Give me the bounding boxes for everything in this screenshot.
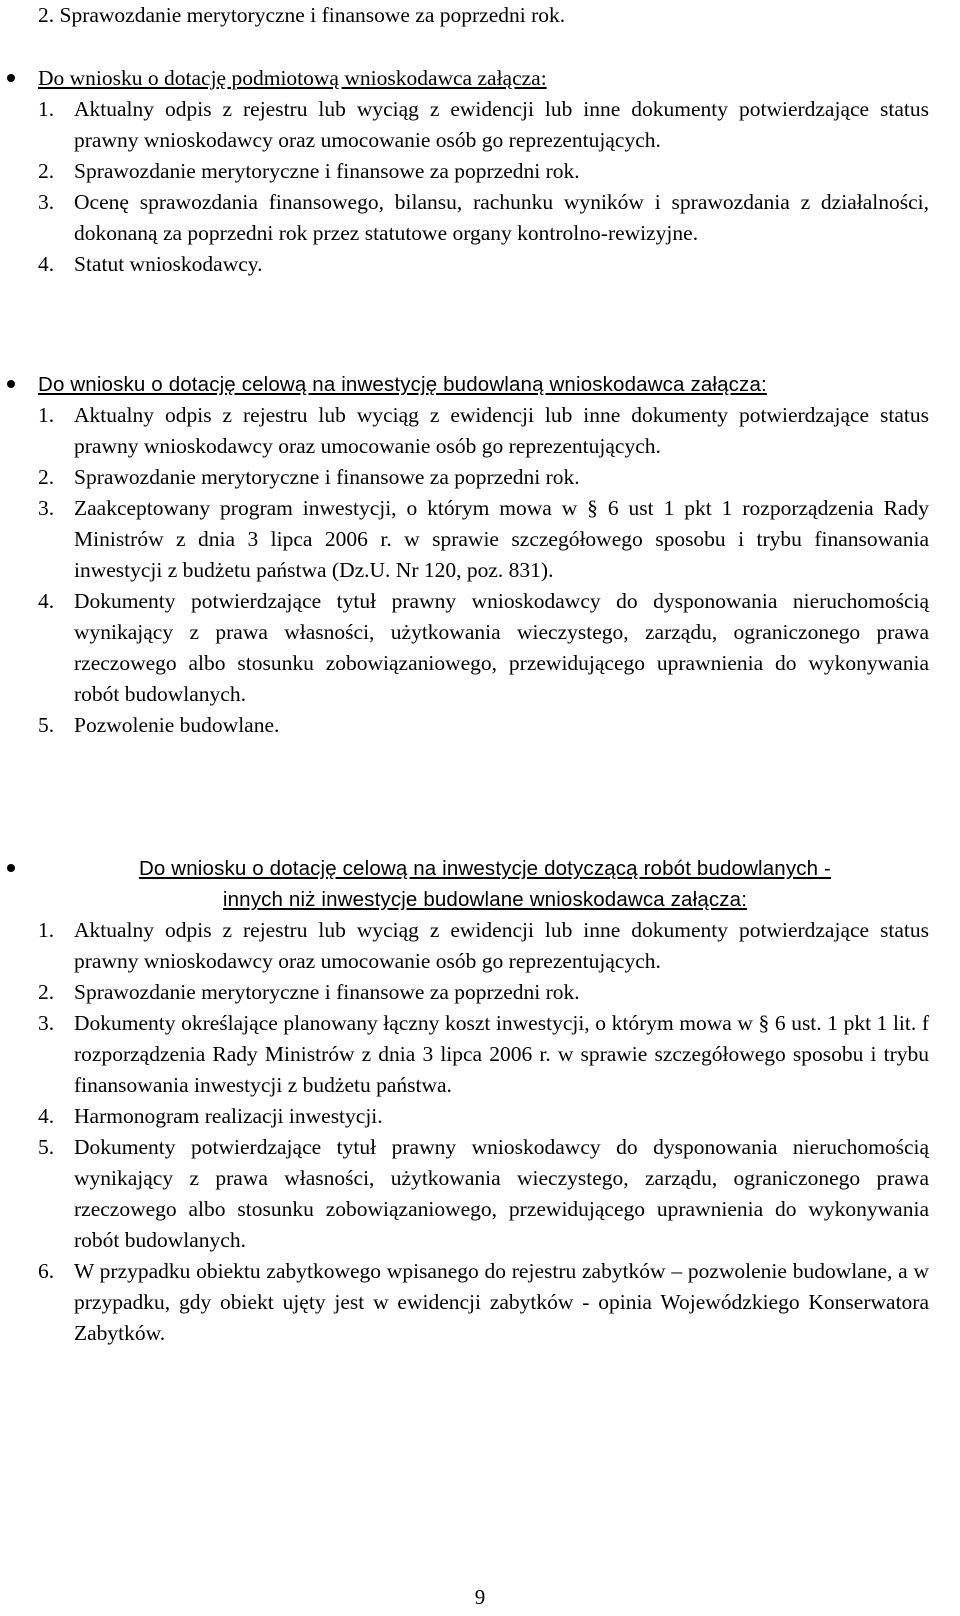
list-item	[0, 1101, 929, 1132]
section-heading	[0, 63, 928, 94]
section-heading-text: Do wniosku o dotację celową na inwestycję budowlaną wnioskodawca załącza:	[38, 373, 767, 396]
item-number: 4.	[38, 589, 55, 613]
list-item	[0, 915, 929, 977]
section-heading-text-line1: Do wniosku o dotację celową na inwestycje dotyczącą robót budowlanych -	[138, 857, 832, 880]
section-podmiotowa	[0, 63, 960, 280]
item-number: 3.	[38, 496, 55, 520]
item-text: Aktualny odpis z rejestru lub wyciąg z ewidencji lub inne dokumenty potwierdzające status prawny wnioskodawcy oraz umocowanie osób go reprezentujących.	[74, 918, 929, 973]
attachment-list	[0, 94, 960, 280]
list-item	[0, 400, 929, 462]
item-number: 5.	[38, 713, 55, 737]
list-item	[0, 249, 929, 280]
item-number: 2.	[38, 980, 55, 1004]
section-heading	[0, 369, 928, 400]
item-text: Ocenę sprawozdania finansowego, bilansu, rachunku wyników i sprawozdania z działalności, dokonaną za poprzedni rok przez statutowe organy kontrolno-rewizyjne.	[74, 190, 929, 245]
item-text: Aktualny odpis z rejestru lub wyciąg z ewidencji lub inne dokumenty potwierdzające status prawny wnioskodawcy oraz umocowanie osób go reprezentujących.	[74, 97, 929, 152]
item-number: 3.	[38, 1011, 55, 1035]
item-text: W przypadku obiektu zabytkowego wpisanego do rejestru zabytków – pozwolenie budowlane, a w przypadku, gdy obiekt ujęty jest w ewidencji zabytków - opinia Wojewódzkiego Konserwatora Zabytków.	[74, 1259, 929, 1345]
item-number: 1.	[38, 97, 55, 121]
item-text: Aktualny odpis z rejestru lub wyciąg z ewidencji lub inne dokumenty potwierdzające status prawny wnioskodawcy oraz umocowanie osób go reprezentujących.	[74, 403, 929, 458]
list-item	[0, 586, 929, 710]
section-heading	[0, 853, 930, 915]
item-number: 4.	[38, 1104, 55, 1128]
item-number: 1.	[38, 403, 55, 427]
item-number: 5.	[38, 1135, 55, 1159]
item-text: Dokumenty określające planowany łączny koszt inwestycji, o którym mowa w § 6 ust. 1 pkt 1 lit. f rozporządzenia Rady Ministrów z dnia 3 lipca 2006 r. w sprawie szczegółowego sposobu i trybu finansowania inwestycji z budżetu państwa.	[74, 1011, 929, 1097]
item-text: Statut wnioskodawcy.	[74, 252, 263, 276]
section-heading-text-line2: innych niż inwestycje budowlane wnioskodawca załącza:	[222, 888, 748, 911]
section-celowa-budowlana	[0, 369, 960, 741]
item-number: 6.	[38, 1259, 55, 1283]
list-item	[0, 1008, 929, 1101]
item-text: Dokumenty potwierdzające tytuł prawny wnioskodawcy do dysponowania nieruchomością wynikający z prawa własności, użytkowania wieczystego, zarządu, ograniczonego prawa rzeczowego albo stosunku zobowiązaniowego, przewidującego uprawnienia do wykonywania robót budowlanych.	[74, 1135, 929, 1252]
item-text: Zaakceptowany program inwestycji, o którym mowa w § 6 ust 1 pkt 1 rozporządzenia Rady Ministrów z dnia 3 lipca 2006 r. w sprawie szczegółowego sposobu i trybu finansowania inwestycji z budżetu państwa (Dz.U. Nr 120, poz. 831).	[74, 496, 929, 582]
list-item	[0, 493, 929, 586]
item-number: 4.	[38, 252, 55, 276]
item-text: Harmonogram realizacji inwestycji.	[74, 1104, 383, 1128]
attachment-list	[0, 915, 960, 1349]
item-text: Dokumenty potwierdzające tytuł prawny wnioskodawcy do dysponowania nieruchomością wynikający z prawa własności, użytkowania wieczystego, zarządu, ograniczonego prawa rzeczowego albo stosunku zobowiązaniowego, przewidującego uprawnienia do wykonywania robót budowlanych.	[74, 589, 929, 706]
section-celowa-roboty	[0, 853, 960, 1349]
item-text: Sprawozdanie merytoryczne i finansowe za poprzedni rok.	[74, 465, 580, 489]
list-item	[0, 977, 929, 1008]
attachment-list	[0, 400, 960, 741]
list-item	[0, 187, 929, 249]
list-item	[0, 1132, 929, 1256]
page-number: 9	[474, 1585, 486, 1609]
orphan-list-line: 2. Sprawozdanie merytoryczne i finansowe za poprzedni rok.	[38, 3, 566, 27]
item-text: Sprawozdanie merytoryczne i finansowe za poprzedni rok.	[74, 159, 580, 183]
list-item	[0, 462, 929, 493]
list-item	[0, 94, 929, 156]
list-item	[0, 710, 929, 741]
list-item	[0, 156, 929, 187]
list-item	[0, 1256, 929, 1349]
item-text: Sprawozdanie merytoryczne i finansowe za poprzedni rok.	[74, 980, 580, 1004]
item-number: 3.	[38, 190, 55, 214]
section-heading-text: Do wniosku o dotację podmiotową wnioskodawca załącza:	[38, 66, 547, 90]
item-number: 2.	[38, 159, 55, 183]
item-number: 1.	[38, 918, 55, 942]
item-number: 2.	[38, 465, 55, 489]
item-text: Pozwolenie budowlane.	[74, 713, 280, 737]
